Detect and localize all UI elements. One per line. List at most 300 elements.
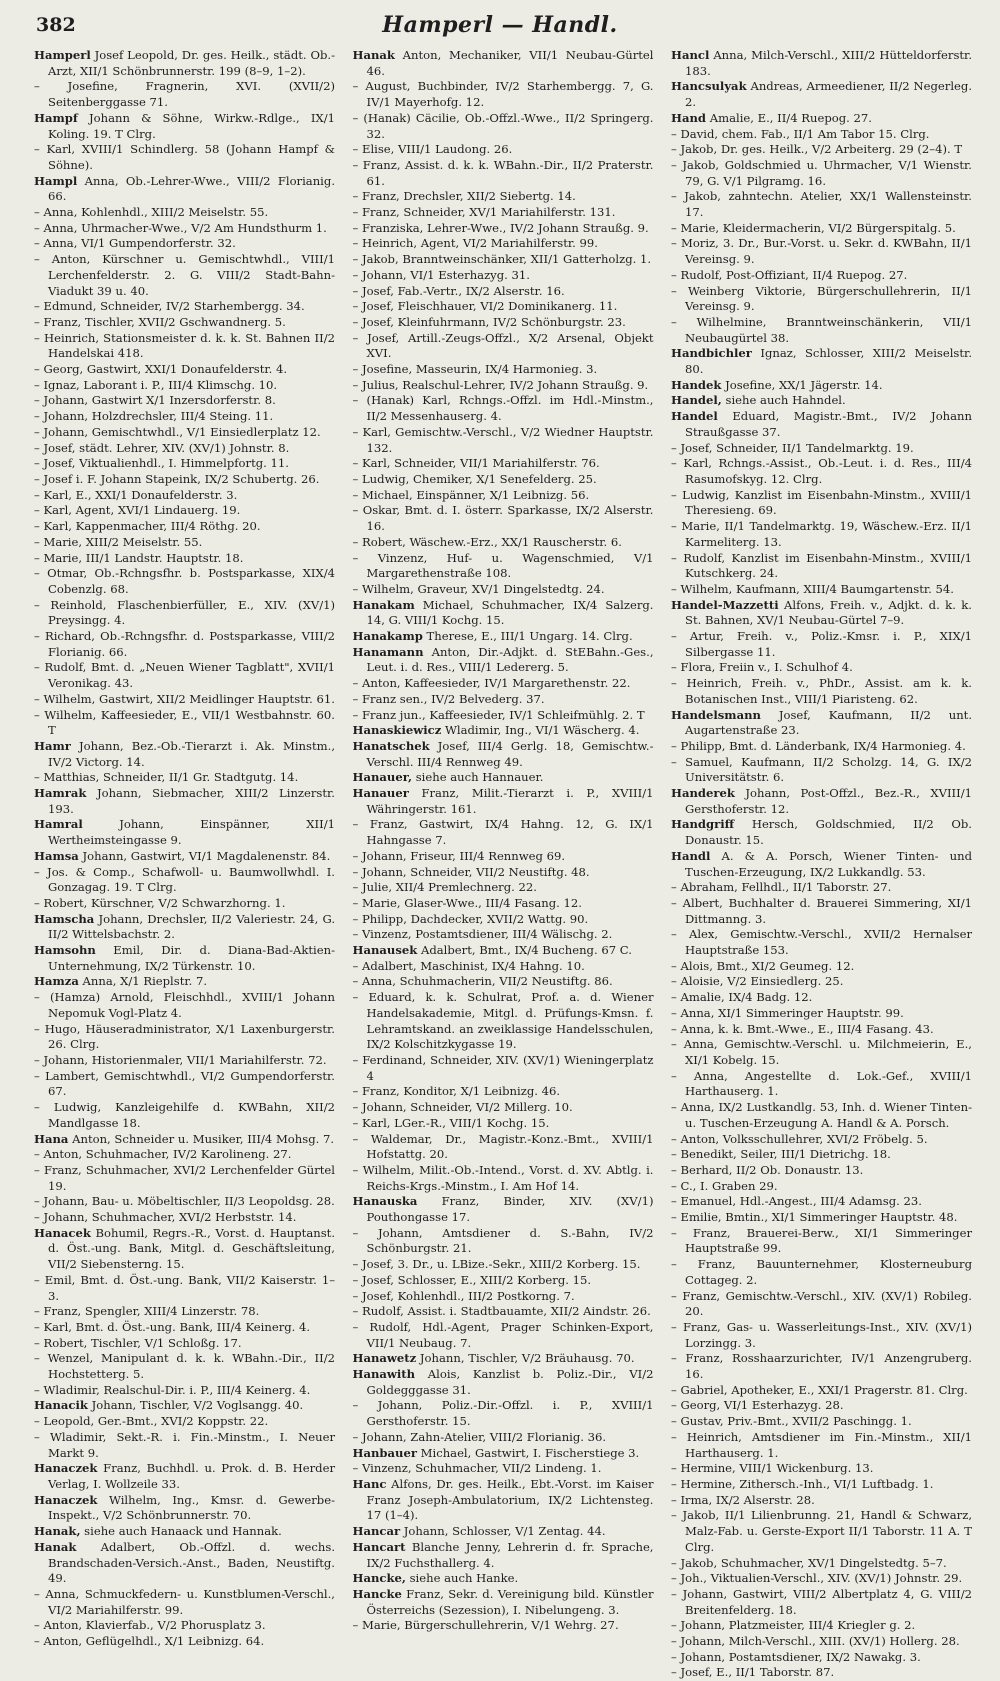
directory-entry <box>671 48 972 79</box>
entry-text: – Franz, Rosshaarzurichter, IV/1 Anzengruberg. 16. <box>671 1351 972 1382</box>
entry-text: – Josef, städt. Lehrer, XIV. (XV/1) Johnstr. 8. <box>34 440 290 455</box>
directory-entry <box>353 1116 654 1132</box>
directory-entry <box>34 331 335 362</box>
entry-surname: Hand <box>671 110 707 125</box>
directory-entry <box>671 629 972 660</box>
entry-surname: Hanc <box>352 1476 387 1491</box>
entry-text: Johann, Siebmacher, XIII/2 Linzerstr. 193. <box>48 786 335 816</box>
entry-text: – Samuel, Kaufmann, II/2 Scholzg. 14, G. IX/2 Universitätstr. 6. <box>671 754 972 785</box>
directory-entry <box>353 927 654 943</box>
directory-entry <box>34 1069 335 1100</box>
entry-text: – Johann, Gastwirt, VIII/2 Albertplatz 4, G. VIII/2 Breitenfelderg. 18. <box>671 1586 972 1617</box>
entry-surname: Hamrak <box>34 786 87 801</box>
entry-text: – Anna, VI/1 Gumpendorferstr. 32. <box>34 236 236 251</box>
entry-surname: Hamscha <box>34 911 95 926</box>
entry-text: – Wladimir, Sekt.-R. i. Fin.-Minstm., I. Neuer Markt 9. <box>34 1429 335 1460</box>
entry-text: – Johann, Gastwirt X/1 Inzersdorferstr. 8. <box>34 393 276 408</box>
directory-entry <box>353 865 654 881</box>
entry-text: – Richard, Ob.-Rchngsfhr. d. Postsparkasse, VIII/2 Florianig. 66. <box>34 629 335 659</box>
entry-text: – Karl, Schneider, VII/1 Mariahilferstr. 76. <box>352 456 600 471</box>
entry-surname: Handgriff <box>671 817 735 832</box>
entry-surname: Hamral <box>34 817 83 832</box>
entry-text: – Johann, Gemischtwhdl., V/1 Einsiedlerplatz 12. <box>34 424 321 439</box>
entry-text: – Ferdinand, Schneider, XIV. (XV/1) Wieningerplatz 4 <box>352 1053 654 1083</box>
entry-text: – Emanuel, Hdl.-Angest., III/4 Adamsg. 23. <box>671 1194 922 1209</box>
entry-text: – Hermine, VIII/1 Wickenburg. 13. <box>671 1461 874 1476</box>
directory-entry <box>34 786 335 817</box>
entry-text: Josef, Kaufmann, II/2 unt. Augartenstraße 23. <box>685 707 973 738</box>
directory-entry <box>671 1006 972 1022</box>
directory-entry <box>34 205 335 221</box>
directory-entry <box>34 1430 335 1461</box>
entry-text: – Robert, Tischler, V/1 Schloßg. 17. <box>34 1335 242 1350</box>
directory-entry <box>353 299 654 315</box>
entry-surname: Hamr <box>34 738 71 753</box>
directory-entry <box>34 598 335 629</box>
directory-entry <box>353 1618 654 1634</box>
entry-surname: Hanaskiewicz <box>352 723 442 738</box>
entry-text: – Rudolf, Post-Offiziant, II/4 Ruepog. 27. <box>671 267 908 282</box>
entry-text: – Franz, Schneider, XV/1 Mariahilferstr. 131. <box>352 205 616 220</box>
directory-entry <box>671 1226 972 1257</box>
directory-entry <box>34 660 335 691</box>
directory-entry <box>34 362 335 378</box>
directory-entry <box>353 582 654 598</box>
directory-entry <box>353 598 654 629</box>
entry-text: – Josef, E., II/1 Taborstr. 87. <box>671 1665 835 1680</box>
directory-entry <box>353 786 654 817</box>
entry-text: – Josef, Kohlenhdl., III/2 Postkorng. 7. <box>352 1288 575 1303</box>
entry-text: – Karl, LGer.-R., VIII/1 Kochg. 15. <box>352 1115 550 1130</box>
directory-entry <box>353 1477 654 1524</box>
entry-surname: Hancart <box>352 1539 406 1554</box>
entry-surname: Hancke <box>352 1586 402 1601</box>
entry-text: – Anna, Uhrmacher-Wwe., V/2 Am Hundsthurm 1. <box>34 220 327 235</box>
directory-entry <box>34 393 335 409</box>
directory-entry <box>353 315 654 331</box>
entry-surname: Hamperl <box>34 48 91 62</box>
directory-entry <box>34 1493 335 1524</box>
entry-text: – Wladimir, Realschul-Dir. i. P., III/4 Keinerg. 4. <box>34 1382 311 1397</box>
entry-text: – Reinhold, Flaschenbierfüller, E., XIV. (XV/1) Preysingg. 4. <box>34 597 335 628</box>
entry-text: Anna, X/1 Rieplstr. 7. <box>82 974 208 989</box>
entry-text: – Berhard, II/2 Ob. Donaustr. 13. <box>671 1162 864 1177</box>
entry-text: – Robert, Wäschew.-Erz., XX/1 Rauscherstr. 6. <box>352 534 622 549</box>
entry-text: – Anna, Schuhmacherin, VII/2 Neustiftg. 86. <box>352 974 613 989</box>
entry-surname: Hanak <box>352 48 395 62</box>
entry-text: Adalbert, Ob.-Offzl. d. wechs. Brandschaden-Versich.-Anst., Baden, Neustiftg. 49. <box>48 1539 336 1586</box>
entry-text: – Gabriel, Apotheker, E., XXI/1 Pragerstr. 81. Clrg. <box>671 1382 968 1397</box>
entry-text: Johann, Bez.-Ob.-Tierarzt i. Ak. Minstm., IV/2 Victorg. 14. <box>48 738 335 769</box>
directory-entry <box>671 1493 972 1509</box>
directory-entry <box>671 1100 972 1131</box>
entry-text: – Johann, Schneider, VI/2 Millerg. 10. <box>352 1100 573 1115</box>
directory-entry <box>671 1289 972 1320</box>
directory-entry <box>34 79 335 110</box>
entry-text: – Heinrich, Freih. v., PhDr., Assist. am k. k. Botanischen Inst., VIII/1 Piaristeng. 62. <box>671 676 972 706</box>
directory-entry <box>671 1383 972 1399</box>
directory-entry <box>34 441 335 457</box>
directory-entry <box>671 1210 972 1226</box>
directory-entry <box>671 1132 972 1148</box>
directory-entry <box>671 849 972 880</box>
entry-text: Adalbert, Bmt., IX/4 Bucheng. 67 C. <box>420 943 632 958</box>
directory-entry <box>353 1524 654 1540</box>
directory-entry <box>353 629 654 645</box>
entry-text: – (Hanak) Cäcilie, Ob.-Offzl.-Wwe., II/2 Springerg. 32. <box>352 110 654 141</box>
entry-surname: Hancsulyak <box>671 79 747 94</box>
directory-entry <box>353 959 654 975</box>
entry-text: – Franz, Tischler, XVII/2 Gschwandnerg. 5. <box>34 314 286 329</box>
entry-text: – Ludwig, Chemiker, X/1 Senefelderg. 25. <box>352 471 597 486</box>
entry-text: – Vinzenz, Huf- u. Wagenschmied, V/1 Margarethenstraße 108. <box>352 550 654 581</box>
entry-text: – Anna, Gemischtw.-Verschl. u. Milchmeierin, E., XI/1 Kobelg. 15. <box>671 1037 972 1067</box>
entry-text: – Rudolf, Kanzlist im Eisenbahn-Minstm., XVIII/1 Kutschkerg. 24. <box>671 550 972 581</box>
entry-text: – Rudolf, Assist. i. Stadtbauamte, XII/2 Aindstr. 26. <box>352 1304 651 1319</box>
directory-entry <box>671 189 972 220</box>
directory-entry <box>34 221 335 237</box>
entry-text: – Anton, Klavierfab., V/2 Phorusplatz 3. <box>34 1618 266 1633</box>
directory-entry <box>671 158 972 189</box>
entry-surname: Hanacek <box>34 1225 91 1240</box>
entry-text: Johann & Söhne, Wirkw.-Rdlge., IX/1 Koling. 19. T Clrg. <box>48 110 336 141</box>
entry-text: – Vinzenz, Schuhmacher, VII/2 Lindeng. 1. <box>352 1461 602 1476</box>
directory-entry <box>353 1446 654 1462</box>
directory-entry <box>34 770 335 786</box>
directory-entry <box>353 79 654 110</box>
entry-text: – Karl, Kappenmacher, III/4 Röthg. 20. <box>34 519 261 534</box>
directory-entry <box>353 943 654 959</box>
entry-text: – Amalie, IX/4 Badg. 12. <box>671 990 813 1005</box>
directory-entry <box>671 1351 972 1382</box>
entry-text: – Heinrich, Amtsdiener im Fin.-Minstm., XII/1 Harthauserg. 1. <box>671 1429 972 1460</box>
entry-surname: Hampl <box>34 173 78 188</box>
entry-surname: Hana <box>34 1131 69 1146</box>
directory-entry <box>34 378 335 394</box>
directory-entry <box>34 1398 335 1414</box>
entry-text: – Oskar, Bmt. d. I. österr. Sparkasse, IX/2 Alserstr. 16. <box>352 503 654 534</box>
directory-entry <box>671 739 972 755</box>
entry-text: – Julius, Realschul-Lehrer, IV/2 Johann Straußg. 9. <box>352 377 649 392</box>
entry-text: – Otmar, Ob.-Rchngsfhr. b. Postsparkasse, XIX/4 Cobenzlg. 68. <box>34 566 335 596</box>
directory-entry <box>671 456 972 487</box>
directory-entry <box>34 315 335 331</box>
directory-entry <box>353 770 654 786</box>
entry-text: – Marie, Bürgerschullehrerin, V/1 Wehrg. 27. <box>352 1618 619 1633</box>
entry-text: – Josef, Kleinfuhrmann, IV/2 Schönburgstr. 23. <box>352 314 626 329</box>
entry-text: – Alex, Gemischtw.-Verschl., XVII/2 Hernalser Hauptstraße 153. <box>671 927 972 958</box>
entry-text: – Johann, Holzdrechsler, III/4 Steing. 11. <box>34 409 274 424</box>
entry-text: – Jakob, Schuhmacher, XV/1 Dingelstedtg. 5–7. <box>671 1555 947 1570</box>
directory-entry <box>34 865 335 896</box>
directory-entry <box>353 723 654 739</box>
entry-text: Johann, Schlosser, V/1 Zentag. 44. <box>403 1524 606 1539</box>
directory-entry <box>671 488 972 519</box>
directory-entry <box>353 362 654 378</box>
entry-text: Alfons, Freih. v., Adjkt. d. k. k. St. Bahnen, XV/1 Neubau-Gürtel 7–9. <box>685 597 972 628</box>
entry-text: – Franz, Brauerei-Berw., XI/1 Simmeringer Hauptstraße 99. <box>671 1225 972 1256</box>
entry-text: – Johann, Amtsdiener d. S.-Bahn, IV/2 Schönburgstr. 21. <box>352 1225 654 1256</box>
entry-text: – Adalbert, Maschinist, IX/4 Hahng. 10. <box>352 958 585 973</box>
entry-surname: Hamsa <box>34 848 79 863</box>
entry-text: – Franz, Gemischtw.-Verschl., XIV. (XV/1) Robileg. 20. <box>671 1288 972 1319</box>
directory-entry <box>34 692 335 708</box>
directory-entry <box>34 142 335 173</box>
directory-entry <box>34 1587 335 1618</box>
directory-entry <box>34 566 335 597</box>
directory-entry <box>34 519 335 535</box>
directory-entry <box>353 1289 654 1305</box>
entry-surname: Handel <box>671 409 718 424</box>
directory-entry <box>353 676 654 692</box>
directory-entry <box>671 1634 972 1650</box>
directory-entry <box>671 1477 972 1493</box>
entry-text: – Heinrich, Stationsmeister d. k. k. St. Bahnen II/2 Handelskai 418. <box>34 330 335 361</box>
entry-surname: Hampf <box>34 110 78 125</box>
directory-entry <box>353 551 654 582</box>
entry-text: – Edmund, Schneider, IV/2 Starhembergg. 34. <box>34 299 305 314</box>
entry-text: Anna, Milch-Verschl., XIII/2 Hütteldorferstr. 183. <box>685 48 973 78</box>
directory-entry <box>353 1084 654 1100</box>
entry-text: – Karl, Rchngs.-Assist., Ob.-Leut. i. d. Res., III/4 Rasumofskyg. 12. Clrg. <box>671 456 972 486</box>
column-3 <box>671 48 973 1680</box>
entry-surname: Handek <box>671 377 722 392</box>
entry-text: – Josef, 3. Dr., u. LBize.-Sekr., XIII/2 Korberg. 15. <box>352 1257 641 1272</box>
directory-entry <box>671 79 972 110</box>
entry-text: – Anton, Schuhmacher, IV/2 Karolineng. 27. <box>34 1147 292 1162</box>
directory-entry <box>671 1147 972 1163</box>
entry-text: – Franz, Gas- u. Wasserleitungs-Inst., XIV. (XV/1) Lorzingg. 3. <box>671 1319 972 1350</box>
directory-entry <box>671 1618 972 1634</box>
directory-entry <box>34 1100 335 1131</box>
directory-entry <box>353 739 654 770</box>
directory-entry <box>671 1650 972 1666</box>
entry-text: – Irma, IX/2 Alserstr. 28. <box>671 1492 815 1507</box>
entry-text: – David, chem. Fab., II/1 Am Tabor 15. Clrg. <box>671 126 930 141</box>
directory-entry <box>671 582 972 598</box>
entry-surname: Hanawetz <box>352 1351 417 1366</box>
directory-entry <box>353 378 654 394</box>
entry-text: – Hermine, Zithersch.-Inh., VI/1 Luftbadg. 1. <box>671 1476 934 1491</box>
directory-entry <box>671 315 972 346</box>
entry-text: – Wilhelm, Milit.-Ob.-Intend., Vorst. d. XV. Abtlg. i. Reichs-Krgs.-Minstm., I. Am Hof 14. <box>352 1162 654 1193</box>
entry-surname: Hamsohn <box>34 943 96 958</box>
directory-entry <box>34 1226 335 1273</box>
directory-entry <box>34 974 335 990</box>
entry-text: – Marie, III/1 Landstr. Hauptstr. 18. <box>34 550 244 565</box>
entry-text: – Johann, Schneider, VII/2 Neustiftg. 48. <box>352 864 590 879</box>
directory-entry <box>353 48 654 79</box>
directory-entry <box>353 1194 654 1225</box>
entry-text: – Wilhelm, Kaffeesieder, E., VII/1 Westbahnstr. 60. T <box>34 707 335 738</box>
directory-entry <box>353 1587 654 1618</box>
entry-text: – Johann, Milch-Verschl., XIII. (XV/1) Hollerg. 28. <box>671 1634 960 1649</box>
entry-text: – Josefine, Fragnerin, XVI. (XVII/2) Seitenberggasse 71. <box>34 79 335 110</box>
directory-entry <box>671 1665 972 1681</box>
entry-text: – Rudolf, Hdl.-Agent, Prager Schinken-Export, VII/1 Neubaug. 7. <box>352 1319 654 1350</box>
entry-text: – Vinzenz, Postamtsdiener, III/4 Wälischg. 2. <box>352 927 613 942</box>
entry-text: – Karl, E., XXI/1 Donaufelderstr. 3. <box>34 487 238 502</box>
directory-entry <box>671 1571 972 1587</box>
directory-entry <box>34 990 335 1021</box>
entry-surname: Handbichler <box>671 346 752 361</box>
entry-text: – Franz, Assist. d. k. k. WBahn.-Dir., II/2 Praterstr. 61. <box>352 157 654 188</box>
directory-entry <box>34 912 335 943</box>
entry-text: – (Hamza) Arnold, Fleischhdl., XVIII/1 Johann Nepomuk Vogl-Platz 4. <box>34 990 335 1020</box>
entry-text: Alois, Kanzlist b. Poliz.-Dir., VI/2 Goldegggasse 31. <box>366 1367 654 1397</box>
directory-entry <box>353 189 654 205</box>
directory-entry <box>353 896 654 912</box>
entry-text: – Jakob, zahntechn. Atelier, XX/1 Wallensteinstr. 17. <box>671 189 972 220</box>
entry-text: – Michael, Einspänner, X/1 Leibnizg. 56. <box>352 487 590 502</box>
entry-text: – Georg, VI/1 Esterhazyg. 28. <box>671 1398 844 1413</box>
directory-entry <box>671 598 972 629</box>
directory-entry <box>671 1556 972 1572</box>
directory-entry <box>34 1634 335 1650</box>
directory-entry <box>353 393 654 424</box>
directory-entry <box>353 236 654 252</box>
directory-entry <box>34 472 335 488</box>
directory-entry <box>671 142 972 158</box>
directory-entry <box>353 1320 654 1351</box>
directory-entry <box>353 1053 654 1084</box>
directory-entry <box>353 252 654 268</box>
entry-text: – Josef, Artill.-Zeugs-Offzl., X/2 Arsenal, Objekt XVI. <box>352 330 654 361</box>
directory-entry <box>34 409 335 425</box>
directory-entry <box>353 205 654 221</box>
entry-text: Hersch, Goldschmied, II/2 Ob. Donaustr. 15. <box>685 817 972 848</box>
directory-entry <box>353 1571 654 1587</box>
directory-entry <box>671 393 972 409</box>
directory-entry <box>34 1022 335 1053</box>
entry-text: – Marie, Glaser-Wwe., III/4 Fasang. 12. <box>352 895 582 910</box>
directory-entry <box>671 1069 972 1100</box>
entry-text: – Ludwig, Kanzleigehilfe d. KWBahn, XII/2 Mandlgasse 18. <box>34 1100 335 1130</box>
entry-text: – Artur, Freih. v., Poliz.-Kmsr. i. P., XIX/1 Silbergasse 11. <box>671 629 972 659</box>
entry-text: – Karl, Bmt. d. Öst.-ung. Bank, III/4 Keinerg. 4. <box>34 1319 311 1334</box>
entry-surname: Hanbauer <box>352 1445 417 1460</box>
entry-text: – Philipp, Bmt. d. Länderbank, IX/4 Harmonieg. 4. <box>671 738 966 753</box>
directory-entry <box>34 1618 335 1634</box>
directory-entry <box>671 551 972 582</box>
directory-entry <box>353 1430 654 1446</box>
entry-text: – Anna, k. k. Bmt.-Wwe., E., III/4 Fasang. 43. <box>671 1021 934 1036</box>
entry-text: Franz, Milit.-Tierarzt i. P., XVIII/1 Währingerstr. 161. <box>366 786 654 816</box>
entry-text: Johann, Einspänner, XII/1 Wertheimsteingasse 9. <box>48 817 335 848</box>
entry-text: – Hugo, Häuseradministrator, X/1 Laxenburgerstr. 26. Clrg. <box>34 1021 335 1052</box>
entry-text: Franz, Sekr. d. Vereinigung bild. Künstler Österreichs (Sezession), I. Nibelungeng. 3. <box>366 1586 654 1617</box>
entry-text: – Weinberg Viktorie, Bürgerschullehrerin, II/1 Vereinsg. 9. <box>671 283 972 314</box>
directory-entry <box>353 1540 654 1571</box>
entry-text: – Joh., Viktualien-Verschl., XIV. (XV/1) Johnstr. 29. <box>671 1571 963 1586</box>
directory-entry <box>34 943 335 974</box>
entry-text: – Anna, Angestellte d. Lok.-Gef., XVIII/1 Harthauserg. 1. <box>671 1068 972 1099</box>
entry-text: – Jakob, II/1 Lilienbrunng. 21, Handl & Schwarz, Malz-Fab. u. Gerste-Export II/1 Taborstr. 11 A. T Clrg. <box>671 1508 972 1554</box>
entry-text: – Emilie, Bmtin., XI/1 Simmeringer Hauptstr. 48. <box>671 1210 958 1225</box>
entry-text: – Josef, Fab.-Vertr., IX/2 Alserstr. 16. <box>352 283 565 298</box>
entry-surname: Hanausek <box>352 943 418 958</box>
entry-text: Michael, Schuhmacher, IX/4 Salzerg. 14, G. VIII/1 Kochg. 15. <box>366 597 654 628</box>
entry-text: – Aloisie, V/2 Einsiedlerg. 25. <box>671 974 844 989</box>
directory-entry <box>353 268 654 284</box>
entry-text: – Franz, Konditor, X/1 Leibnizg. 46. <box>352 1084 561 1099</box>
entry-text: – Alois, Bmt., XI/2 Geumeg. 12. <box>671 958 855 973</box>
entry-text: Wladimir, Ing., VI/1 Wäscherg. 4. <box>444 723 640 738</box>
directory-entry <box>34 739 335 770</box>
entry-text: – Marie, XIII/2 Meiselstr. 55. <box>34 534 203 549</box>
entry-text: Alfons, Dr. ges. Heilk., Ebt.-Vorst. im Kaiser Franz Joseph-Ambulatorium, IX/2 Lichtensteg. 17 (1–4). <box>366 1476 654 1523</box>
entry-text: – Johann, Schuhmacher, XVI/2 Herbststr. 14. <box>34 1210 297 1225</box>
entry-text: – Franz, Schuhmacher, XVI/2 Lerchenfelder Gürtel 19. <box>34 1162 335 1193</box>
directory-entry <box>671 519 972 550</box>
entry-surname: Hanaczek <box>34 1461 98 1476</box>
entry-text: – Johann, Platzmeister, III/4 Kriegler g. 2. <box>671 1618 916 1633</box>
directory-entry <box>671 660 972 676</box>
entry-surname: Hancke, <box>352 1571 406 1586</box>
entry-text: – Franz, Bauunternehmer, Klosterneuburg Cottageg. 2. <box>671 1257 972 1287</box>
entry-surname: Hanauer <box>352 786 409 801</box>
directory-entry <box>671 959 972 975</box>
entry-surname: Hanauer, <box>352 770 413 785</box>
directory-entry <box>671 1163 972 1179</box>
directory-entry <box>353 990 654 1053</box>
directory-columns <box>34 48 973 1680</box>
entry-text: – Elise, VIII/1 Laudong. 26. <box>352 142 513 157</box>
entry-text: – Rudolf, Bmt. d. „Neuen Wiener Tagblatt", XVII/1 Veronikag. 43. <box>34 660 335 691</box>
directory-entry <box>34 488 335 504</box>
entry-text: – Heinrich, Agent, VI/2 Mariahilferstr. 99. <box>352 236 598 251</box>
entry-text: – Gustav, Priv.-Bmt., XVII/2 Paschingg. 1. <box>671 1414 912 1429</box>
entry-text: – Anna, IX/2 Lustkandlg. 53, Inh. d. Wiener Tinten- u. Tuschen-Erzeugung A. Handl & A. Porsch. <box>671 1100 972 1130</box>
directory-entry <box>34 1194 335 1210</box>
entry-surname: Hanamann <box>352 644 424 659</box>
entry-text: Amalie, E., II/4 Ruepog. 27. <box>709 110 872 125</box>
directory-entry <box>671 346 972 377</box>
directory-entry <box>353 1304 654 1320</box>
entry-text: Anna, Ob.-Lehrer-Wwe., VIII/2 Florianig. 66. <box>48 173 336 204</box>
entry-text: – Julie, XII/4 Premlechnerg. 22. <box>352 880 537 895</box>
entry-text: – Moriz, 3. Dr., Bur.-Vorst. u. Sekr. d. KWBahn, II/1 Vereinsg. 9. <box>671 236 972 267</box>
entry-text: – Josef i. F. Johann Stapeink, IX/2 Schubertg. 26. <box>34 471 320 486</box>
entry-text: Johann, Gastwirt, VI/1 Magdalenenstr. 84. <box>82 848 331 863</box>
entry-text: – Jakob, Branntweinschänker, XII/1 Gatterholzg. 1. <box>352 252 652 267</box>
directory-entry <box>671 284 972 315</box>
directory-entry <box>671 441 972 457</box>
entry-text: siehe auch Hanaack und Hannak. <box>84 1524 282 1539</box>
directory-entry <box>353 331 654 362</box>
entry-surname: Hanak, <box>34 1524 81 1539</box>
directory-entry <box>34 1053 335 1069</box>
entry-text: – Emil, Bmt. d. Öst.-ung. Bank, VII/2 Kaiserstr. 1–3. <box>34 1272 335 1303</box>
directory-entry <box>671 1194 972 1210</box>
entry-text: – Karl, XVIII/1 Schindlerg. 58 (Johann Hampf & Söhne). <box>34 142 335 172</box>
directory-entry <box>353 1351 654 1367</box>
directory-entry <box>34 1414 335 1430</box>
directory-entry <box>34 252 335 299</box>
entry-text: – Josefine, Masseurin, IX/4 Harmonieg. 3. <box>352 362 598 377</box>
directory-entry <box>34 1540 335 1587</box>
entry-text: – Wilhelm, Gastwirt, XII/2 Meidlinger Hauptstr. 61. <box>34 691 335 706</box>
entry-text: Therese, E., III/1 Ungarg. 14. Clrg. <box>426 629 633 644</box>
entry-text: – Franz, Spengler, XIII/4 Linzerstr. 78. <box>34 1304 260 1319</box>
directory-entry <box>353 1226 654 1257</box>
directory-entry <box>34 708 335 739</box>
running-head: Hamperl — Handl. <box>382 12 618 38</box>
entry-text: – Johann, Poliz.-Dir.-Offzl. i. P., XVIII/1 Gersthoferstr. 15. <box>352 1398 654 1429</box>
entry-text: – Anna, XI/1 Simmeringer Hauptstr. 99. <box>671 1005 904 1020</box>
directory-entry <box>353 1100 654 1116</box>
entry-text: – Anna, Schmuckfedern- u. Kunstblumen-Verschl., VI/2 Mariahilferstr. 99. <box>34 1586 335 1617</box>
